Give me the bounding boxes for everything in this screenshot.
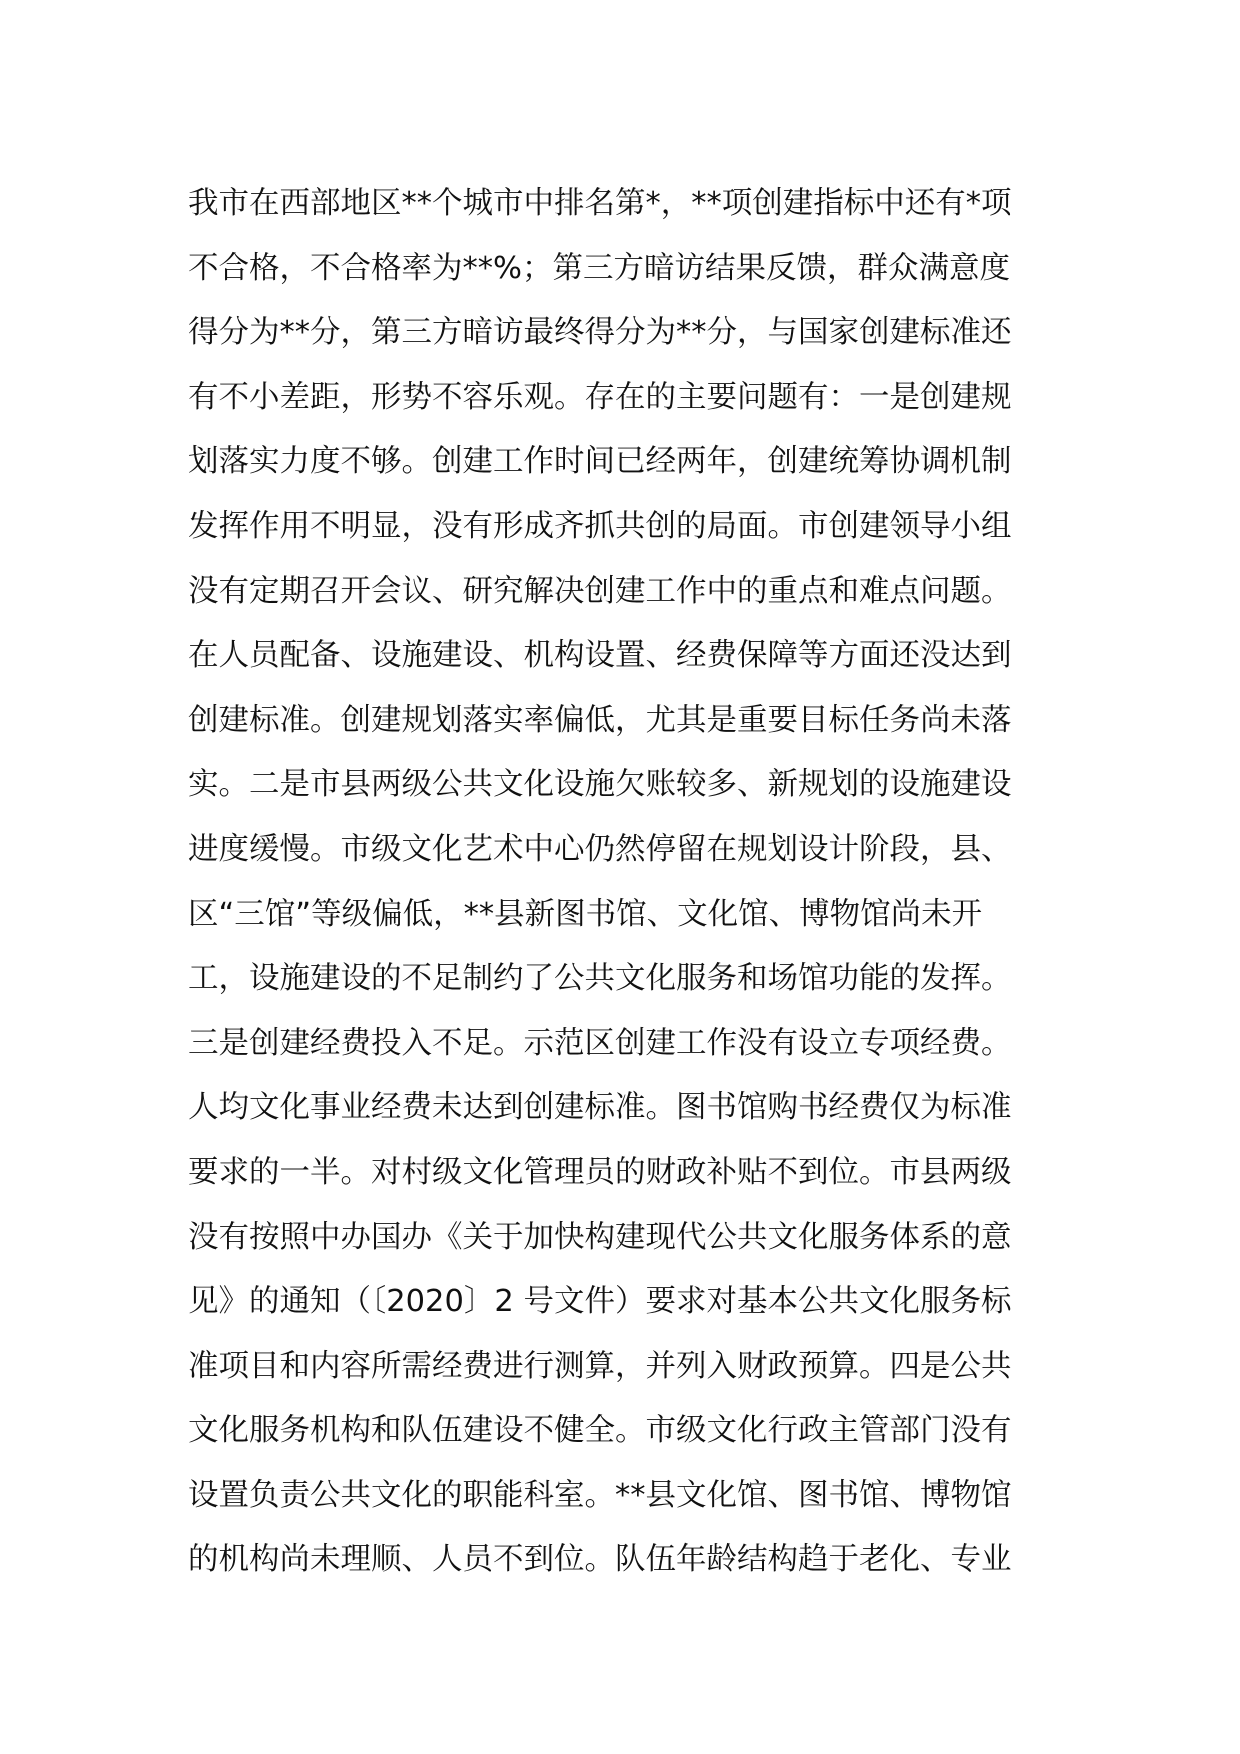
body-paragraph [188,172,1068,1593]
text-line: 准项目和内容所需经费进行测算，并列入财政预算。四是公共 [188,1348,1012,1384]
text-line: 进度缓慢。市级文化艺术中心仍然停留在规划设计阶段，县、 [188,831,1012,867]
text-line: 三是创建经费投入不足。示范区创建工作没有设立专项经费。 [188,1025,1012,1061]
text-line: 划落实力度不够。创建工作时间已经两年，创建统筹协调机制 [188,444,1012,480]
text-line: 要求的一半。对村级文化管理员的财政补贴不到位。市县两级 [188,1154,1012,1190]
text-line: 见》的通知（〔2020〕2 号文件）要求对基本公共文化服务标 [188,1284,1012,1320]
text-line: 区“三馆”等级偏低，**县新图书馆、文化馆、博物馆尚未开 [188,896,983,932]
text-line: 没有按照中办国办《关于加快构建现代公共文化服务体系的意 [188,1219,1012,1255]
text-line: 没有定期召开会议、研究解决创建工作中的重点和难点问题。 [188,573,1012,609]
text-line: 创建标准。创建规划落实率偏低，尤其是重要目标任务尚未落 [188,702,1012,738]
text-line: 有不小差距，形势不容乐观。存在的主要问题有：一是创建规 [188,379,1012,415]
text-line: 实。二是市县两级公共文化设施欠账较多、新规划的设施建设 [188,767,1012,803]
text-line: 在人员配备、设施建设、机构设置、经费保障等方面还没达到 [188,638,1012,674]
text-line: 人均文化事业经费未达到创建标准。图书馆购书经费仅为标准 [188,1090,1012,1126]
text-line: 我市在西部地区**个城市中排名第*，**项创建指标中还有*项 [188,186,1012,221]
text-line: 不合格，不合格率为**%；第三方暗访结果反馈，群众满意度 [188,250,1010,286]
text-line: 得分为**分，第三方暗访最终得分为**分，与国家创建标准还 [188,315,1012,351]
text-line: 发挥作用不明显，没有形成齐抓共创的局面。市创建领导小组 [188,508,1012,544]
text-line: 的机构尚未理顺、人员不到位。队伍年龄结构趋于老化、专业 [188,1542,1012,1578]
text-line: 文化服务机构和队伍建设不健全。市级文化行政主管部门没有 [188,1413,1012,1449]
text-line: 设置负责公共文化的职能科室。**县文化馆、图书馆、博物馆 [188,1477,1012,1513]
text-line: 工，设施建设的不足制约了公共文化服务和场馆功能的发挥。 [188,961,1012,997]
